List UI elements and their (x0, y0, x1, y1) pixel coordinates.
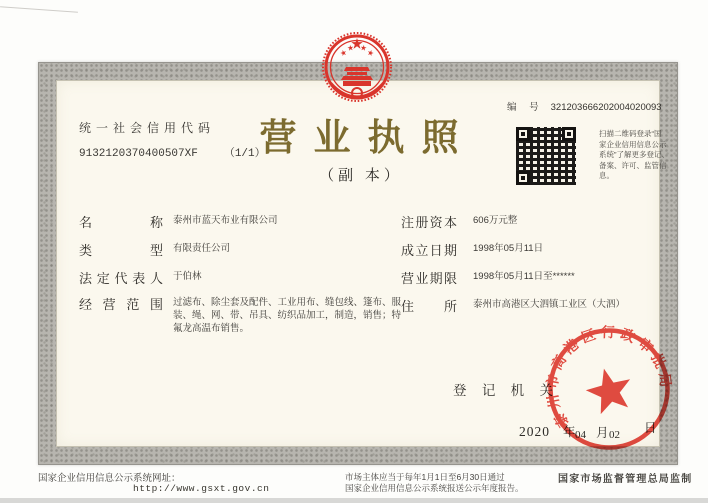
qr-caption-line: 扫描二维码登录“国 (599, 129, 662, 138)
footer-note-line: 市场主体应当于每年1月1日至6月30日通过 (345, 472, 505, 482)
field-business-scope (79, 294, 407, 335)
footer-note-line: 国家企业信用信息公示系统报送公示年度报告。 (345, 482, 524, 493)
qr-caption-line: 备案、许可、监管信息。 (599, 160, 667, 180)
qr-caption (599, 129, 677, 182)
qr-code-icon (516, 127, 576, 185)
qr-finder-icon (516, 171, 530, 185)
page-indicator: （1/1） (223, 148, 266, 160)
field-value: 有限责任公司 (173, 243, 231, 254)
field-label: 法定代表人 (79, 271, 163, 286)
field-label: 营业期限 (401, 271, 457, 286)
qr-caption-line: 家企业信用信息公示 (599, 139, 667, 149)
qr-finder-icon (516, 127, 530, 141)
field-label: 成立日期 (401, 243, 457, 258)
field-registered-capital (401, 212, 659, 231)
field-value: 于伯林 (173, 271, 202, 282)
field-value: 泰州市蓝天布业有限公司 (173, 215, 278, 226)
field-value: 606万元整 (473, 215, 518, 226)
license-title: 营业执照 (259, 118, 476, 159)
footer-publicity-site-url: http://www.gsxt.gov.cn (133, 483, 270, 494)
field-value: 过滤布、除尘套及配件、工业用布、缝包线、篷布、服装、绳、网、带、吊具、纺织品加工，制造，销售；特氟龙高温布销售。 (173, 297, 402, 334)
date-day-unit: 日 (644, 421, 657, 435)
date-day: 02 (609, 429, 620, 441)
license-subtitle: （副 本） (319, 168, 403, 184)
scan-artifact-line (0, 6, 78, 12)
qr-finder-icon (562, 127, 576, 141)
field-label: 注册资本 (401, 215, 457, 230)
footer-annual-report-note (345, 472, 524, 493)
field-name (79, 212, 407, 231)
date-month-unit: 月 (596, 426, 609, 440)
serial-number: 321203666202004020093 (550, 102, 662, 113)
field-label: 名称 (79, 215, 163, 230)
serial-line (507, 99, 662, 113)
date-year-unit: 年 (563, 425, 576, 439)
seal-star-icon (582, 363, 637, 416)
serial-label: 编 号 (507, 102, 544, 113)
field-value: 1998年05月11日至****** (473, 271, 575, 282)
field-address (401, 296, 659, 315)
field-type (79, 240, 407, 259)
credit-code-value: 9132120370400507XF (79, 148, 198, 160)
national-emblem-icon (317, 23, 397, 115)
field-establish-date (401, 240, 659, 259)
qr-caption-line: 系统”了解更多登记、 (599, 150, 669, 159)
field-legal-representative (79, 268, 407, 287)
credit-code-label: 统一社会信用代码 (79, 121, 216, 135)
footer-publicity-site-label: 国家企业信用信息公示系统网址： (38, 473, 181, 484)
field-value: 泰州市高港区大泗镇工业区（大泗） (473, 299, 626, 310)
footer-issuer: 国家市场监督管理总局监制 (558, 474, 693, 485)
field-label: 经营范围 (79, 297, 163, 312)
date-year: 2020 (519, 424, 550, 439)
field-label: 住所 (401, 299, 457, 314)
field-business-term (401, 268, 659, 287)
field-value: 1998年05月11日 (473, 243, 544, 254)
scan-edge-strip (0, 498, 708, 503)
date-month: 04 (575, 429, 586, 441)
certificate-border (38, 62, 678, 465)
field-label: 类型 (79, 243, 163, 258)
registration-authority-label: 登记机关 (453, 383, 553, 398)
seal-text: 泰州市高港区行政审批局 (545, 325, 673, 430)
